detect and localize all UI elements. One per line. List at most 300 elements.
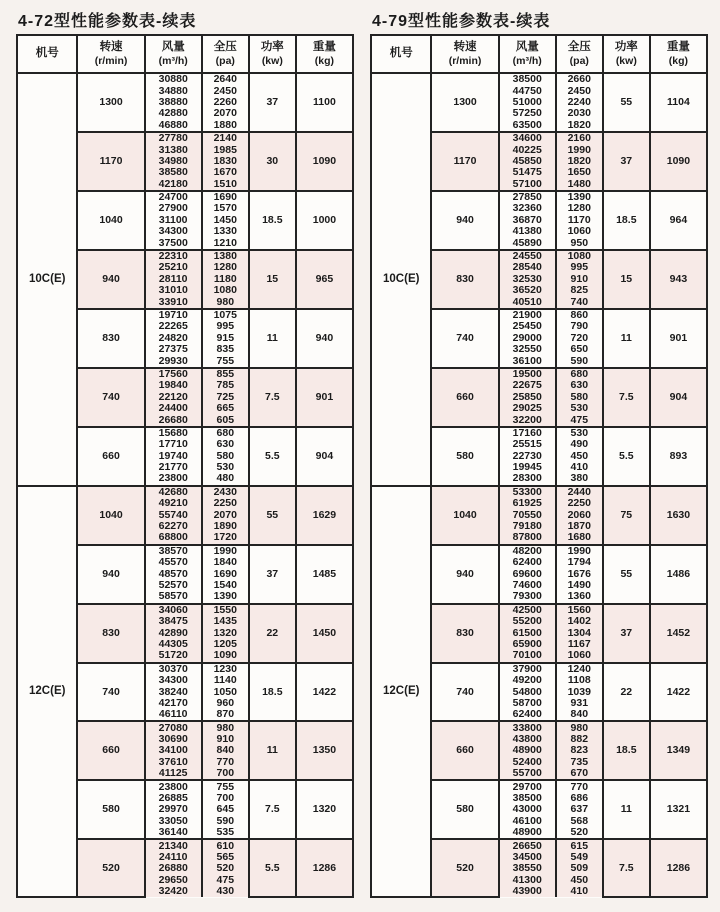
total-pressure-cell: 2450	[556, 85, 603, 96]
total-pressure-cell: 2140	[202, 132, 249, 144]
total-pressure-cell: 2660	[556, 73, 603, 85]
speed-cell: 940	[77, 250, 144, 309]
total-pressure-cell: 1830	[202, 156, 249, 167]
total-pressure-cell: 1039	[556, 686, 603, 697]
air-volume-cell: 24110	[145, 852, 202, 863]
total-pressure-cell: 610	[202, 839, 249, 851]
power-cell: 7.5	[603, 368, 650, 427]
air-volume-cell: 30690	[145, 734, 202, 745]
total-pressure-cell: 1080	[202, 285, 249, 296]
total-pressure-cell: 725	[202, 392, 249, 403]
air-volume-cell: 37610	[145, 757, 202, 768]
total-pressure-cell: 2440	[556, 486, 603, 498]
air-volume-cell: 25450	[499, 321, 556, 332]
total-pressure-cell: 1990	[556, 545, 603, 557]
table-section-4-79	[370, 6, 708, 898]
power-cell: 18.5	[249, 191, 296, 250]
air-volume-cell: 23800	[145, 473, 202, 485]
air-volume-cell: 37900	[499, 663, 556, 675]
air-volume-cell: 36100	[499, 355, 556, 367]
machine-number-cell: 10C(E)	[17, 73, 77, 486]
air-volume-cell: 52570	[145, 580, 202, 591]
total-pressure-cell: 2070	[202, 108, 249, 119]
air-volume-cell: 17710	[145, 439, 202, 450]
total-pressure-cell: 530	[202, 462, 249, 473]
weight-cell: 1422	[296, 663, 353, 722]
total-pressure-cell: 980	[556, 721, 603, 733]
total-pressure-cell: 475	[556, 414, 603, 426]
air-volume-cell: 32200	[499, 414, 556, 426]
total-pressure-cell: 1090	[202, 650, 249, 662]
total-pressure-cell: 1060	[556, 226, 603, 237]
total-pressure-cell: 590	[556, 355, 603, 367]
air-volume-cell: 34060	[145, 604, 202, 616]
total-pressure-cell: 645	[202, 804, 249, 815]
power-cell: 5.5	[249, 839, 296, 897]
total-pressure-cell: 915	[202, 333, 249, 344]
air-volume-cell: 32360	[499, 203, 556, 214]
total-pressure-cell: 1140	[202, 675, 249, 686]
total-pressure-cell: 480	[202, 473, 249, 485]
power-cell: 18.5	[603, 191, 650, 250]
total-pressure-cell: 1304	[556, 627, 603, 638]
power-cell: 22	[249, 604, 296, 663]
total-pressure-cell: 605	[202, 414, 249, 426]
weight-cell: 1000	[296, 191, 353, 250]
total-pressure-cell: 1510	[202, 179, 249, 191]
weight-cell: 1320	[296, 780, 353, 839]
total-pressure-cell: 1570	[202, 203, 249, 214]
total-pressure-cell: 1205	[202, 639, 249, 650]
air-volume-cell: 58700	[499, 698, 556, 709]
total-pressure-cell: 1650	[556, 167, 603, 178]
speed-cell: 660	[77, 721, 144, 780]
weight-cell: 1286	[296, 839, 353, 897]
air-volume-cell: 24550	[499, 250, 556, 262]
weight-cell: 893	[650, 427, 707, 486]
air-volume-cell: 25210	[145, 262, 202, 273]
air-volume-cell: 38500	[499, 793, 556, 804]
total-pressure-cell: 686	[556, 793, 603, 804]
air-volume-cell: 21900	[499, 309, 556, 321]
column-header: 转速 (r/min)	[77, 35, 144, 73]
column-header: 机号	[371, 35, 431, 73]
power-cell: 7.5	[603, 839, 650, 897]
air-volume-cell: 32420	[145, 886, 202, 897]
total-pressure-cell: 785	[202, 380, 249, 391]
air-volume-cell: 31380	[145, 144, 202, 155]
speed-cell: 1170	[77, 132, 144, 191]
power-cell: 5.5	[249, 427, 296, 486]
power-cell: 7.5	[249, 368, 296, 427]
air-volume-cell: 45890	[499, 237, 556, 249]
air-volume-cell: 34100	[145, 745, 202, 756]
power-cell: 18.5	[249, 663, 296, 722]
air-volume-cell: 38240	[145, 686, 202, 697]
weight-cell: 1286	[650, 839, 707, 897]
total-pressure-cell: 1490	[556, 580, 603, 591]
weight-cell: 1452	[650, 604, 707, 663]
total-pressure-cell: 1820	[556, 120, 603, 132]
air-volume-cell: 22310	[145, 250, 202, 262]
total-pressure-cell: 410	[556, 886, 603, 897]
air-volume-cell: 63500	[499, 120, 556, 132]
air-volume-cell: 61925	[499, 498, 556, 509]
weight-cell: 904	[296, 427, 353, 486]
air-volume-cell: 17160	[499, 427, 556, 439]
total-pressure-cell: 790	[556, 321, 603, 332]
total-pressure-cell: 535	[202, 827, 249, 839]
total-pressure-cell: 2250	[202, 498, 249, 509]
air-volume-cell: 15680	[145, 427, 202, 439]
total-pressure-cell: 1985	[202, 144, 249, 155]
total-pressure-cell: 1450	[202, 215, 249, 226]
total-pressure-cell: 980	[202, 296, 249, 308]
total-pressure-cell: 2030	[556, 108, 603, 119]
total-pressure-cell: 1794	[556, 557, 603, 568]
total-pressure-cell: 2060	[556, 509, 603, 520]
speed-cell: 940	[77, 545, 144, 604]
total-pressure-cell: 840	[556, 709, 603, 721]
total-pressure-cell: 1680	[556, 532, 603, 544]
air-volume-cell: 48900	[499, 827, 556, 839]
air-volume-cell: 38550	[499, 863, 556, 874]
total-pressure-cell: 1870	[556, 521, 603, 532]
power-cell: 22	[603, 663, 650, 722]
column-header: 重量 (kg)	[296, 35, 353, 73]
total-pressure-cell: 2260	[202, 97, 249, 108]
power-cell: 75	[603, 486, 650, 545]
weight-cell: 940	[296, 309, 353, 368]
total-pressure-cell: 615	[556, 839, 603, 851]
total-pressure-cell: 630	[556, 380, 603, 391]
air-volume-cell: 41125	[145, 768, 202, 780]
air-volume-cell: 38475	[145, 616, 202, 627]
power-cell: 30	[249, 132, 296, 191]
air-volume-cell: 42880	[145, 108, 202, 119]
total-pressure-cell: 882	[556, 734, 603, 745]
total-pressure-cell: 931	[556, 698, 603, 709]
total-pressure-cell: 2430	[202, 486, 249, 498]
air-volume-cell: 46880	[145, 120, 202, 132]
air-volume-cell: 28300	[499, 473, 556, 485]
air-volume-cell: 43800	[499, 734, 556, 745]
total-pressure-cell: 1390	[556, 191, 603, 203]
weight-cell: 1104	[650, 73, 707, 132]
speed-cell: 830	[77, 309, 144, 368]
air-volume-cell: 34300	[145, 675, 202, 686]
total-pressure-cell: 840	[202, 745, 249, 756]
header-row	[371, 35, 707, 73]
speed-cell: 830	[431, 604, 498, 663]
total-pressure-cell: 1720	[202, 532, 249, 544]
column-header: 全压 (pa)	[556, 35, 603, 73]
total-pressure-cell: 755	[202, 780, 249, 792]
weight-cell: 1100	[296, 73, 353, 132]
weight-cell: 1349	[650, 721, 707, 780]
speed-cell: 940	[431, 191, 498, 250]
total-pressure-cell: 910	[556, 274, 603, 285]
total-pressure-cell: 475	[202, 875, 249, 886]
air-volume-cell: 49200	[499, 675, 556, 686]
air-volume-cell: 23800	[145, 780, 202, 792]
total-pressure-cell: 650	[556, 344, 603, 355]
total-pressure-cell: 995	[556, 262, 603, 273]
total-pressure-cell: 490	[556, 439, 603, 450]
performance-table-4-79	[370, 34, 708, 898]
total-pressure-cell: 670	[556, 768, 603, 780]
air-volume-cell: 65900	[499, 639, 556, 650]
total-pressure-cell: 1320	[202, 627, 249, 638]
air-volume-cell: 34600	[499, 132, 556, 144]
speed-cell: 660	[431, 721, 498, 780]
air-volume-cell: 38570	[145, 545, 202, 557]
total-pressure-cell: 1050	[202, 686, 249, 697]
air-volume-cell: 68800	[145, 532, 202, 544]
table-row	[17, 73, 353, 85]
air-volume-cell: 45850	[499, 156, 556, 167]
total-pressure-cell: 680	[202, 427, 249, 439]
speed-cell: 1300	[77, 73, 144, 132]
air-volume-cell: 55700	[499, 768, 556, 780]
weight-cell: 904	[650, 368, 707, 427]
total-pressure-cell: 380	[556, 473, 603, 485]
air-volume-cell: 44305	[145, 639, 202, 650]
air-volume-cell: 22265	[145, 321, 202, 332]
total-pressure-cell: 1560	[556, 604, 603, 616]
speed-cell: 660	[77, 427, 144, 486]
column-header: 风量 (m³/h)	[499, 35, 556, 73]
total-pressure-cell: 1210	[202, 237, 249, 249]
machine-number-cell: 12C(E)	[371, 486, 431, 898]
total-pressure-cell: 1240	[556, 663, 603, 675]
total-pressure-cell: 1676	[556, 568, 603, 579]
total-pressure-cell: 520	[556, 827, 603, 839]
speed-cell: 1040	[431, 486, 498, 545]
power-cell: 11	[603, 780, 650, 839]
weight-cell: 1422	[650, 663, 707, 722]
weight-cell: 1350	[296, 721, 353, 780]
power-cell: 55	[603, 73, 650, 132]
table-title-4-79: 4-79型性能参数表-续表	[372, 13, 551, 30]
total-pressure-cell: 1990	[202, 545, 249, 557]
air-volume-cell: 38580	[145, 167, 202, 178]
total-pressure-cell: 700	[202, 768, 249, 780]
total-pressure-cell: 1690	[202, 568, 249, 579]
total-pressure-cell: 450	[556, 875, 603, 886]
speed-cell: 830	[431, 250, 498, 309]
air-volume-cell: 25515	[499, 439, 556, 450]
total-pressure-cell: 995	[202, 321, 249, 332]
air-volume-cell: 48200	[499, 545, 556, 557]
total-pressure-cell: 700	[202, 793, 249, 804]
total-pressure-cell: 1108	[556, 675, 603, 686]
air-volume-cell: 34300	[145, 226, 202, 237]
table-container-4-79	[370, 34, 708, 898]
air-volume-cell: 17560	[145, 368, 202, 380]
air-volume-cell: 57100	[499, 179, 556, 191]
total-pressure-cell: 1690	[202, 191, 249, 203]
air-volume-cell: 36520	[499, 285, 556, 296]
speed-cell: 660	[431, 368, 498, 427]
table-container-4-72	[16, 34, 354, 898]
air-volume-cell: 30370	[145, 663, 202, 675]
air-volume-cell: 26650	[499, 839, 556, 851]
air-volume-cell: 32530	[499, 274, 556, 285]
total-pressure-cell: 1360	[556, 591, 603, 603]
speed-cell: 1040	[77, 486, 144, 545]
power-cell: 5.5	[603, 427, 650, 486]
air-volume-cell: 29700	[499, 780, 556, 792]
total-pressure-cell: 1990	[556, 144, 603, 155]
air-volume-cell: 22730	[499, 451, 556, 462]
air-volume-cell: 45570	[145, 557, 202, 568]
air-volume-cell: 26880	[145, 863, 202, 874]
air-volume-cell: 34880	[145, 85, 202, 96]
air-volume-cell: 21770	[145, 462, 202, 473]
air-volume-cell: 25850	[499, 392, 556, 403]
total-pressure-cell: 1180	[202, 274, 249, 285]
total-pressure-cell: 2160	[556, 132, 603, 144]
total-pressure-cell: 1280	[202, 262, 249, 273]
power-cell: 37	[603, 604, 650, 663]
total-pressure-cell: 1167	[556, 639, 603, 650]
total-pressure-cell: 1075	[202, 309, 249, 321]
air-volume-cell: 26680	[145, 414, 202, 426]
air-volume-cell: 32550	[499, 344, 556, 355]
air-volume-cell: 46100	[499, 816, 556, 827]
total-pressure-cell: 530	[556, 403, 603, 414]
total-pressure-cell: 2250	[556, 498, 603, 509]
column-header: 功率 (kw)	[603, 35, 650, 73]
air-volume-cell: 27780	[145, 132, 202, 144]
total-pressure-cell: 980	[202, 721, 249, 733]
air-volume-cell: 51000	[499, 97, 556, 108]
speed-cell: 580	[431, 780, 498, 839]
air-volume-cell: 29025	[499, 403, 556, 414]
column-header: 重量 (kg)	[650, 35, 707, 73]
air-volume-cell: 69600	[499, 568, 556, 579]
power-cell: 55	[603, 545, 650, 604]
speed-cell: 740	[431, 663, 498, 722]
total-pressure-cell: 1280	[556, 203, 603, 214]
total-pressure-cell: 637	[556, 804, 603, 815]
air-volume-cell: 24820	[145, 333, 202, 344]
speed-cell: 1300	[431, 73, 498, 132]
total-pressure-cell: 580	[556, 392, 603, 403]
air-volume-cell: 29930	[145, 355, 202, 367]
power-cell: 15	[249, 250, 296, 309]
table-row	[17, 486, 353, 498]
power-cell: 15	[603, 250, 650, 309]
total-pressure-cell: 1480	[556, 179, 603, 191]
air-volume-cell: 34500	[499, 852, 556, 863]
speed-cell: 740	[77, 663, 144, 722]
air-volume-cell: 31100	[145, 215, 202, 226]
speed-cell: 830	[77, 604, 144, 663]
air-volume-cell: 79180	[499, 521, 556, 532]
total-pressure-cell: 509	[556, 863, 603, 874]
weight-cell: 1090	[296, 132, 353, 191]
total-pressure-cell: 1435	[202, 616, 249, 627]
air-volume-cell: 29000	[499, 333, 556, 344]
air-volume-cell: 36140	[145, 827, 202, 839]
column-header: 机号	[17, 35, 77, 73]
total-pressure-cell: 665	[202, 403, 249, 414]
speed-cell: 520	[77, 839, 144, 897]
air-volume-cell: 43900	[499, 886, 556, 897]
weight-cell: 901	[650, 309, 707, 368]
power-cell: 18.5	[603, 721, 650, 780]
weight-cell: 964	[650, 191, 707, 250]
speed-cell: 580	[77, 780, 144, 839]
header-row	[17, 35, 353, 73]
power-cell: 37	[249, 545, 296, 604]
air-volume-cell: 51475	[499, 167, 556, 178]
weight-cell: 1090	[650, 132, 707, 191]
air-volume-cell: 22120	[145, 392, 202, 403]
column-header: 转速 (r/min)	[431, 35, 498, 73]
air-volume-cell: 42680	[145, 486, 202, 498]
total-pressure-cell: 565	[202, 852, 249, 863]
power-cell: 11	[249, 309, 296, 368]
total-pressure-cell: 770	[202, 757, 249, 768]
total-pressure-cell: 1080	[556, 250, 603, 262]
total-pressure-cell: 568	[556, 816, 603, 827]
total-pressure-cell: 630	[202, 439, 249, 450]
air-volume-cell: 26885	[145, 793, 202, 804]
total-pressure-cell: 1890	[202, 521, 249, 532]
total-pressure-cell: 1670	[202, 167, 249, 178]
total-pressure-cell: 1820	[556, 156, 603, 167]
table-section-4-72	[16, 6, 354, 898]
air-volume-cell: 30880	[145, 73, 202, 85]
air-volume-cell: 31010	[145, 285, 202, 296]
total-pressure-cell: 520	[202, 863, 249, 874]
total-pressure-cell: 1390	[202, 591, 249, 603]
air-volume-cell: 79300	[499, 591, 556, 603]
air-volume-cell: 55740	[145, 509, 202, 520]
weight-cell: 1629	[296, 486, 353, 545]
air-volume-cell: 21340	[145, 839, 202, 851]
air-volume-cell: 27900	[145, 203, 202, 214]
air-volume-cell: 38500	[499, 73, 556, 85]
total-pressure-cell: 740	[556, 296, 603, 308]
air-volume-cell: 41300	[499, 875, 556, 886]
air-volume-cell: 51720	[145, 650, 202, 662]
air-volume-cell: 62400	[499, 709, 556, 721]
weight-cell: 1630	[650, 486, 707, 545]
air-volume-cell: 42170	[145, 698, 202, 709]
speed-cell: 1040	[77, 191, 144, 250]
total-pressure-cell: 549	[556, 852, 603, 863]
total-pressure-cell: 1550	[202, 604, 249, 616]
total-pressure-cell: 860	[556, 309, 603, 321]
total-pressure-cell: 770	[556, 780, 603, 792]
weight-cell: 901	[296, 368, 353, 427]
air-volume-cell: 19740	[145, 451, 202, 462]
power-cell: 55	[249, 486, 296, 545]
air-volume-cell: 27375	[145, 344, 202, 355]
weight-cell: 943	[650, 250, 707, 309]
total-pressure-cell: 2070	[202, 509, 249, 520]
air-volume-cell: 29650	[145, 875, 202, 886]
column-header: 风量 (m³/h)	[145, 35, 202, 73]
total-pressure-cell: 1402	[556, 616, 603, 627]
air-volume-cell: 40225	[499, 144, 556, 155]
air-volume-cell: 27850	[499, 191, 556, 203]
air-volume-cell: 48570	[145, 568, 202, 579]
